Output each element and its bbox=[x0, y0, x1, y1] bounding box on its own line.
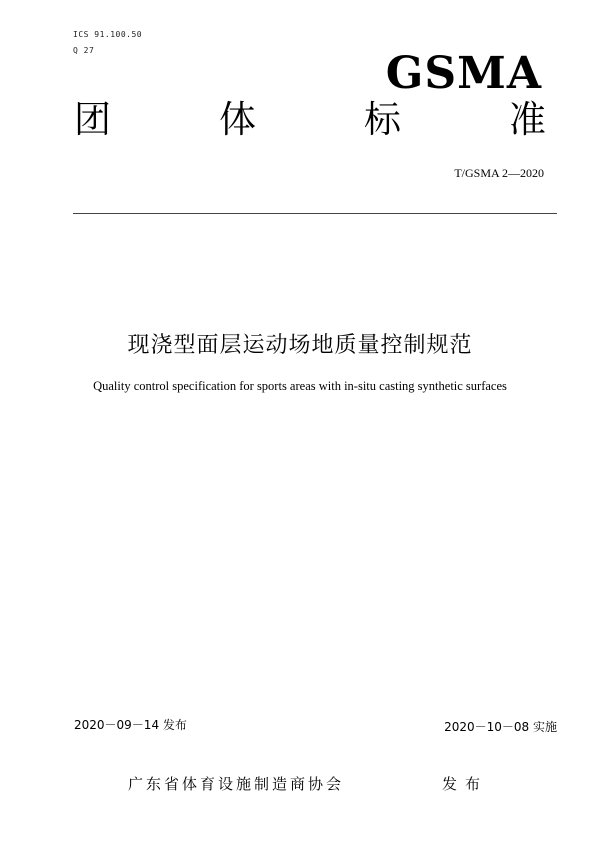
standard-type-char-1: 团 bbox=[74, 98, 111, 141]
ics-code: ICS 91.100.50 bbox=[73, 30, 143, 39]
publish-label: 发布 bbox=[442, 775, 489, 793]
ccs-code: Q 27 bbox=[73, 46, 95, 55]
document-title-chinese: 现浇型面层运动场地质量控制规范 bbox=[127, 333, 473, 358]
header-divider bbox=[73, 213, 557, 214]
standard-type-char-2: 体 bbox=[219, 98, 256, 141]
standard-code: T/GSMA 2—2020 bbox=[454, 166, 544, 180]
standard-type-heading bbox=[74, 98, 546, 141]
organization-logo: GSMA bbox=[385, 48, 542, 99]
document-title-english: Quality control specification for sports areas with in-situ casting synthetic surfaces bbox=[93, 379, 507, 393]
implementation-date: 2020－10－08 实施 bbox=[444, 720, 557, 734]
issue-date: 2020－09－14 发布 bbox=[74, 718, 187, 732]
standard-type-char-4: 准 bbox=[509, 98, 546, 141]
standard-type-char-3: 标 bbox=[364, 98, 401, 141]
publisher-name: 广东省体育设施制造商协会 bbox=[128, 775, 345, 793]
